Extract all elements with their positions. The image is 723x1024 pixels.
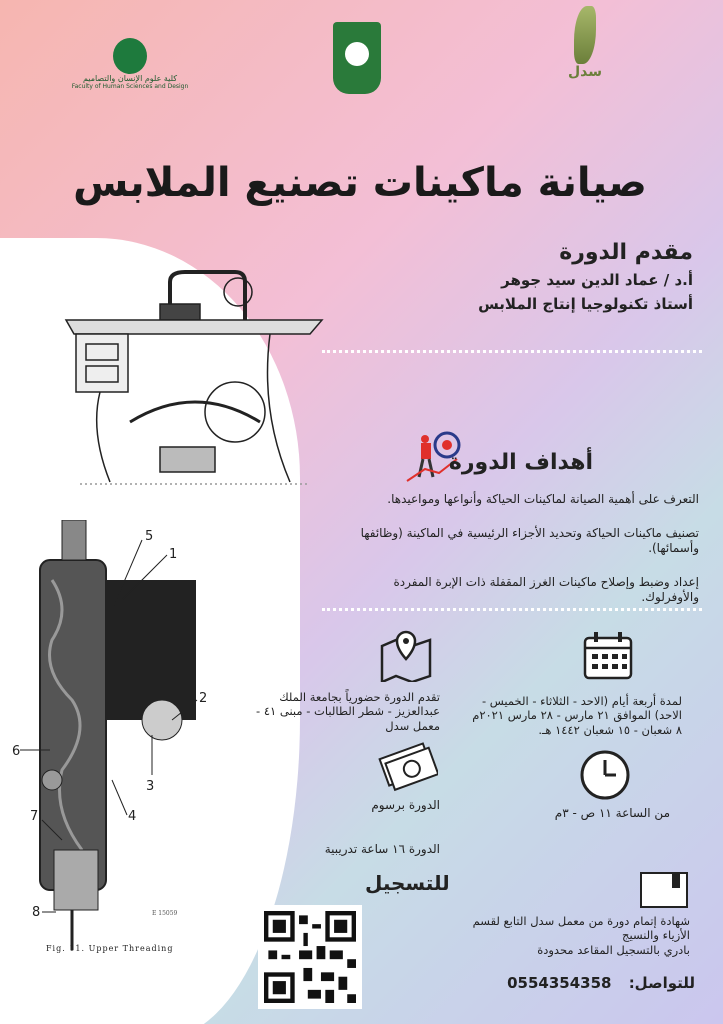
upper-threading-diagram-image <box>12 520 222 960</box>
hours-info: الدورة ١٦ ساعة تدريبية <box>324 842 440 856</box>
register-title: للتسجيل <box>365 871 450 895</box>
goals-list <box>339 492 699 624</box>
divider <box>322 350 702 353</box>
goal-item: تصنيف ماكينات الحياكة وتحديد الأجزاء الرئيسية في الماكينة (وظائفها وأسمائها). <box>360 525 699 556</box>
diagram-label: 5 <box>145 529 154 544</box>
contact-line <box>507 974 695 992</box>
presenter-heading: مقدم الدورة <box>559 240 693 265</box>
diagram-label: 1 <box>169 547 178 562</box>
money-icon <box>378 742 438 792</box>
university-logo <box>322 22 392 94</box>
contact-label: للتواصل: <box>628 974 695 992</box>
divider <box>322 608 702 611</box>
diagram-label: 3 <box>146 779 155 794</box>
diagram-serial: E 15059 <box>152 910 178 917</box>
goals-heading: أهداف الدورة <box>448 450 593 475</box>
certificate-info: شهادة إتمام دورة من معمل سدل التابع لقسم الأزياء والنسيج بادري بالتسجيل المقاعد محدودة <box>472 914 690 957</box>
time-info: من الساعة ١١ ص - ٣م <box>554 806 670 820</box>
contact-phone[interactable]: 0554354358 <box>507 974 612 992</box>
fee-info: الدورة برسوم <box>371 798 440 812</box>
goal-item: التعرف على أهمية الصيانة لماكينات الحياكة وأنواعها ومواعيدها. <box>387 492 699 506</box>
college-logo: كلية علوم الإنسان والتصاميم Faculty of Human Sciences and Design <box>70 38 190 90</box>
schedule-info: لمدة أربعة أيام (الاحد - الثلاثاء - الخميس - الاحد) الموافق ٢١ مارس - ٢٨ مارس ٢٠٢١م ٨ شعبان - ١٥ شعبان ١٤٤٢ هـ. <box>472 694 682 737</box>
location-info: تقدم الدورة حضورياً بجامعة الملك عبدالعزيز - شطر الطالبات - مبنى ٤١ - معمل سدل <box>256 690 440 733</box>
calendar-icon <box>582 630 634 680</box>
diagram-label: 2 <box>199 691 208 706</box>
presenter-section <box>478 240 693 313</box>
goal-item: إعداد وضبط وإصلاح ماكينات الغرز المقفلة ذات الإبرة المفردة والأوفرلوك. <box>393 574 699 605</box>
diagram-label: 7 <box>30 809 39 824</box>
diagram-label: 8 <box>32 905 41 920</box>
presenter-name: أ.د / عماد الدين سيد جوهر <box>501 271 693 289</box>
figure-caption: Fig. 11. Upper Threading <box>46 944 174 953</box>
page-title: صيانة ماكينات تصنيع الملابس <box>73 160 647 206</box>
registration-qr-code[interactable] <box>258 905 362 1009</box>
clock-icon <box>578 748 632 802</box>
sadl-logo: سدل <box>560 6 610 80</box>
diagram-label: 4 <box>128 809 137 824</box>
presenter-role: أستاذ تكنولوجيا إنتاج الملابس <box>478 295 693 313</box>
certificate-icon <box>640 872 688 908</box>
treadle-sewing-machine-image <box>60 262 330 494</box>
diagram-label: 6 <box>12 744 21 759</box>
map-location-icon <box>378 626 434 682</box>
